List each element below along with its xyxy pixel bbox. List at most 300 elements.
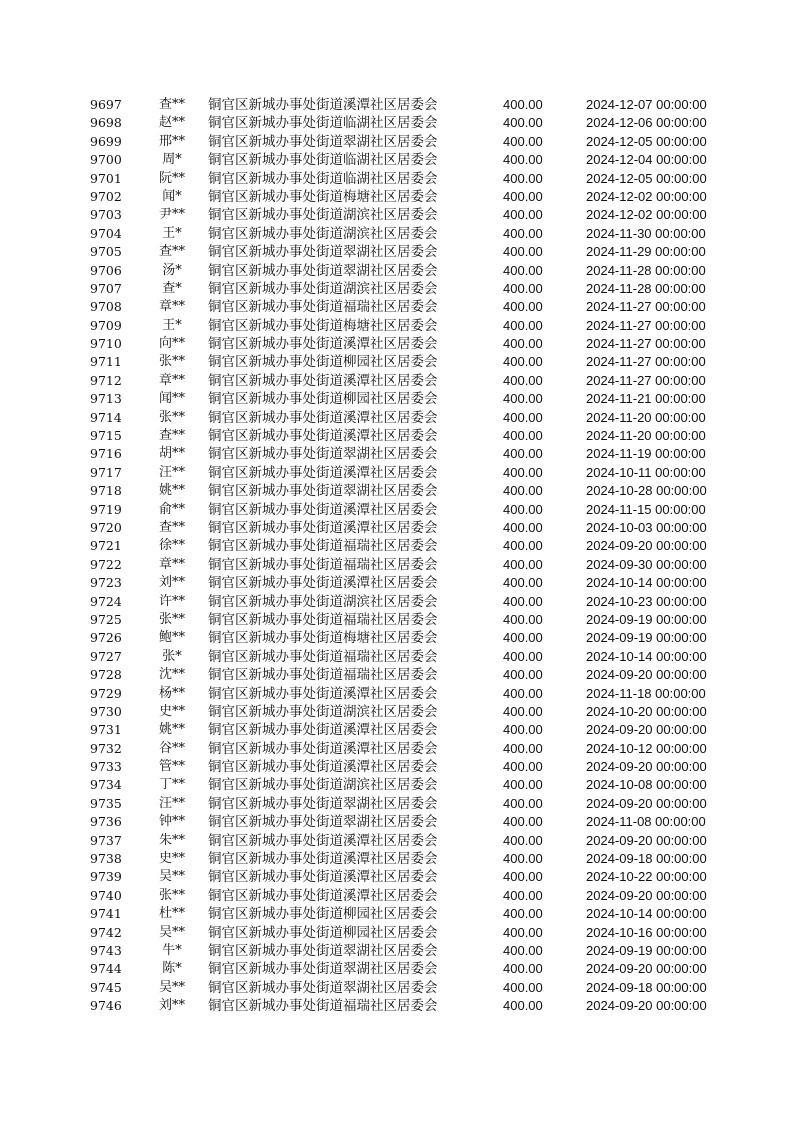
date-time: 2024-10-12 00:00:00 [586,740,707,756]
person-name: 闻* [162,188,182,204]
table-row [0,427,793,445]
person-name: 杜** [158,906,185,922]
record-number: 9713 [90,391,122,407]
date-time: 2024-10-22 00:00:00 [586,869,707,885]
community-committee: 铜官区新城办事处街道湖滨社区居委会 [208,593,438,610]
amount: 400.00 [503,244,543,260]
date-time: 2024-10-20 00:00:00 [586,703,707,719]
amount: 400.00 [503,317,543,333]
record-number: 9722 [90,556,122,572]
community-committee: 铜官区新城办事处街道溪潭社区居委会 [208,519,438,536]
date-time: 2024-12-04 00:00:00 [586,152,707,168]
date-time: 2024-09-20 00:00:00 [586,887,707,903]
table-row [0,611,793,629]
community-committee: 铜官区新城办事处街道福瑞社区居委会 [208,648,438,665]
community-committee: 铜官区新城办事处街道溪潭社区居委会 [208,409,438,426]
date-time: 2024-09-20 00:00:00 [586,998,707,1014]
person-name: 沈** [158,667,185,683]
table-row [0,243,793,261]
community-committee: 铜官区新城办事处街道湖滨社区居委会 [208,777,438,794]
amount: 400.00 [503,483,543,499]
amount: 400.00 [503,795,543,811]
community-committee: 铜官区新城办事处街道翠湖社区居委会 [208,244,438,261]
table-row [0,703,793,721]
record-number: 9723 [90,575,122,591]
amount: 400.00 [503,961,543,977]
amount: 400.00 [503,740,543,756]
record-number: 9742 [90,924,122,940]
record-number: 9730 [90,703,122,719]
table-row [0,225,793,243]
community-committee: 铜官区新城办事处街道翠湖社区居委会 [208,446,438,463]
amount: 400.00 [503,133,543,149]
date-time: 2024-09-20 00:00:00 [586,795,707,811]
amount: 400.00 [503,667,543,683]
date-time: 2024-11-27 00:00:00 [586,317,706,333]
table-row [0,280,793,298]
table-row [0,133,793,151]
community-committee: 铜官区新城办事处街道福瑞社区居委会 [208,611,438,628]
community-committee: 铜官区新城办事处街道柳园社区居委会 [208,906,438,923]
person-name: 杨** [158,685,185,701]
community-committee: 铜官区新城办事处街道溪潭社区居委会 [208,464,438,481]
date-time: 2024-11-18 00:00:00 [586,685,706,701]
amount: 400.00 [503,851,543,867]
person-name: 吴** [158,924,185,940]
record-number: 9698 [90,115,122,131]
person-name: 王* [162,225,182,241]
person-name: 管** [158,759,185,775]
record-number: 9738 [90,851,122,867]
record-number: 9708 [90,299,122,315]
person-name: 刘** [158,575,185,591]
person-name: 吴** [158,869,185,885]
record-number: 9746 [90,998,122,1014]
table-row [0,997,793,1015]
date-time: 2024-11-29 00:00:00 [586,244,706,260]
record-number: 9699 [90,133,122,149]
community-committee: 铜官区新城办事处街道福瑞社区居委会 [208,667,438,684]
community-committee: 铜官区新城办事处街道柳园社区居委会 [208,391,438,408]
record-number: 9719 [90,501,122,517]
record-number: 9702 [90,188,122,204]
community-committee: 铜官区新城办事处街道溪潭社区居委会 [208,869,438,886]
community-committee: 铜官区新城办事处街道临湖社区居委会 [208,152,438,169]
table-row [0,942,793,960]
date-time: 2024-12-06 00:00:00 [586,115,707,131]
amount: 400.00 [503,998,543,1014]
amount: 400.00 [503,538,543,554]
date-time: 2024-11-28 00:00:00 [586,280,706,296]
record-number: 9725 [90,611,122,627]
date-time: 2024-10-14 00:00:00 [586,648,707,664]
person-name: 王* [162,317,182,333]
table-row [0,151,793,169]
date-time: 2024-09-18 00:00:00 [586,979,707,995]
table-row [0,353,793,371]
person-name: 阮** [158,170,185,186]
record-number: 9710 [90,336,122,352]
community-committee: 铜官区新城办事处街道柳园社区居委会 [208,924,438,941]
person-name: 徐** [158,538,185,554]
amount: 400.00 [503,464,543,480]
amount: 400.00 [503,188,543,204]
record-number: 9720 [90,519,122,535]
amount: 400.00 [503,225,543,241]
date-time: 2024-09-20 00:00:00 [586,759,707,775]
person-name: 张* [162,648,182,664]
record-number: 9737 [90,832,122,848]
table-row [0,482,793,500]
amount: 400.00 [503,593,543,609]
community-committee: 铜官区新城办事处街道溪潭社区居委会 [208,575,438,592]
record-number: 9706 [90,262,122,278]
record-number: 9733 [90,759,122,775]
person-name: 许** [158,593,185,609]
record-number: 9716 [90,446,122,462]
record-number: 9703 [90,207,122,223]
table-row [0,372,793,390]
date-time: 2024-09-20 00:00:00 [586,832,707,848]
record-number: 9700 [90,152,122,168]
person-name: 周* [162,152,182,168]
amount: 400.00 [503,685,543,701]
person-name: 汤* [162,262,182,278]
amount: 400.00 [503,170,543,186]
person-name: 张** [158,354,185,370]
date-time: 2024-11-28 00:00:00 [586,262,706,278]
person-name: 吴** [158,979,185,995]
table-row [0,905,793,923]
person-name: 姚** [158,483,185,499]
record-number: 9728 [90,667,122,683]
amount: 400.00 [503,814,543,830]
person-name: 张** [158,611,185,627]
date-time: 2024-11-20 00:00:00 [586,409,706,425]
person-name: 赵** [158,115,185,131]
table-row [0,850,793,868]
table-row [0,188,793,206]
table-row [0,887,793,905]
community-committee: 铜官区新城办事处街道临湖社区居委会 [208,115,438,132]
record-number: 9734 [90,777,122,793]
table-row [0,114,793,132]
record-number: 9739 [90,869,122,885]
record-number: 9732 [90,740,122,756]
record-number: 9717 [90,464,122,480]
record-number: 9705 [90,244,122,260]
amount: 400.00 [503,832,543,848]
community-committee: 铜官区新城办事处街道福瑞社区居委会 [208,998,438,1015]
date-time: 2024-09-20 00:00:00 [586,961,707,977]
person-name: 牛* [162,942,182,958]
date-time: 2024-10-14 00:00:00 [586,575,707,591]
amount: 400.00 [503,428,543,444]
record-number: 9709 [90,317,122,333]
community-committee: 铜官区新城办事处街道溪潭社区居委会 [208,501,438,518]
person-name: 陈* [162,961,182,977]
amount: 400.00 [503,409,543,425]
amount: 400.00 [503,115,543,131]
table-row [0,96,793,114]
date-time: 2024-11-27 00:00:00 [586,336,706,352]
person-name: 胡** [158,446,185,462]
community-committee: 铜官区新城办事处街道梅塘社区居委会 [208,317,438,334]
date-time: 2024-10-11 00:00:00 [586,464,706,480]
community-committee: 铜官区新城办事处街道翠湖社区居委会 [208,133,438,150]
record-number: 9736 [90,814,122,830]
date-time: 2024-12-05 00:00:00 [586,133,707,149]
date-time: 2024-11-19 00:00:00 [586,446,706,462]
community-committee: 铜官区新城办事处街道梅塘社区居委会 [208,630,438,647]
amount: 400.00 [503,207,543,223]
amount: 400.00 [503,336,543,352]
table-row [0,170,793,188]
record-number: 9714 [90,409,122,425]
table-row [0,740,793,758]
table-row [0,813,793,831]
amount: 400.00 [503,280,543,296]
table-row [0,335,793,353]
amount: 400.00 [503,979,543,995]
table-row [0,629,793,647]
amount: 400.00 [503,906,543,922]
community-committee: 铜官区新城办事处街道翠湖社区居委会 [208,795,438,812]
date-time: 2024-09-30 00:00:00 [586,556,707,572]
record-number: 9721 [90,538,122,554]
table-row [0,501,793,519]
amount: 400.00 [503,887,543,903]
record-number: 9712 [90,372,122,388]
community-committee: 铜官区新城办事处街道湖滨社区居委会 [208,207,438,224]
table-row [0,206,793,224]
person-name: 汪** [158,795,185,811]
person-name: 刘** [158,998,185,1014]
person-name: 查* [162,280,182,296]
community-committee: 铜官区新城办事处街道翠湖社区居委会 [208,483,438,500]
record-number: 9697 [90,97,122,112]
person-name: 谷** [158,740,185,756]
amount: 400.00 [503,97,543,112]
record-number: 9711 [90,354,122,370]
amount: 400.00 [503,299,543,315]
person-name: 尹** [158,207,185,223]
date-time: 2024-11-21 00:00:00 [586,391,706,407]
date-time: 2024-12-05 00:00:00 [586,170,707,186]
table-row [0,593,793,611]
table-row [0,262,793,280]
record-number: 9744 [90,961,122,977]
community-committee: 铜官区新城办事处街道溪潭社区居委会 [208,887,438,904]
table-row [0,868,793,886]
amount: 400.00 [503,777,543,793]
community-committee: 铜官区新城办事处街道福瑞社区居委会 [208,299,438,316]
amount: 400.00 [503,722,543,738]
person-name: 章** [158,299,185,315]
table-row [0,666,793,684]
date-time: 2024-10-28 00:00:00 [586,483,707,499]
amount: 400.00 [503,372,543,388]
community-committee: 铜官区新城办事处街道梅塘社区居委会 [208,188,438,205]
date-time: 2024-11-27 00:00:00 [586,299,706,315]
date-time: 2024-12-07 00:00:00 [586,97,707,112]
date-time: 2024-11-15 00:00:00 [586,501,706,517]
person-name: 查** [158,97,185,112]
date-time: 2024-09-20 00:00:00 [586,722,707,738]
date-time: 2024-12-02 00:00:00 [586,188,707,204]
community-committee: 铜官区新城办事处街道溪潭社区居委会 [208,97,438,113]
table-row [0,519,793,537]
record-number: 9727 [90,648,122,664]
community-committee: 铜官区新城办事处街道翠湖社区居委会 [208,262,438,279]
date-time: 2024-11-30 00:00:00 [586,225,706,241]
table-row [0,832,793,850]
record-number: 9740 [90,887,122,903]
table-row [0,298,793,316]
date-time: 2024-12-02 00:00:00 [586,207,707,223]
record-number: 9745 [90,979,122,995]
person-name: 丁** [158,777,185,793]
person-name: 闻** [158,391,185,407]
table-row [0,960,793,978]
table-row [0,979,793,997]
amount: 400.00 [503,501,543,517]
community-committee: 铜官区新城办事处街道柳园社区居委会 [208,354,438,371]
amount: 400.00 [503,869,543,885]
person-name: 朱** [158,832,185,848]
amount: 400.00 [503,942,543,958]
community-committee: 铜官区新城办事处街道溪潭社区居委会 [208,336,438,353]
date-time: 2024-09-18 00:00:00 [586,851,707,867]
community-committee: 铜官区新城办事处街道翠湖社区居委会 [208,942,438,959]
table-row [0,537,793,555]
date-time: 2024-10-03 00:00:00 [586,519,707,535]
table-row [0,758,793,776]
table-row [0,409,793,427]
table-row [0,648,793,666]
person-name: 章** [158,372,185,388]
person-name: 钟** [158,814,185,830]
community-committee: 铜官区新城办事处街道临湖社区居委会 [208,170,438,187]
community-committee: 铜官区新城办事处街道湖滨社区居委会 [208,280,438,297]
community-committee: 铜官区新城办事处街道溪潭社区居委会 [208,740,438,757]
person-name: 鲍** [158,630,185,646]
date-time: 2024-09-19 00:00:00 [586,611,707,627]
amount: 400.00 [503,556,543,572]
date-time: 2024-10-14 00:00:00 [586,906,707,922]
community-committee: 铜官区新城办事处街道福瑞社区居委会 [208,556,438,573]
community-committee: 铜官区新城办事处街道溪潭社区居委会 [208,685,438,702]
person-name: 章** [158,556,185,572]
date-time: 2024-10-08 00:00:00 [586,777,707,793]
table-row [0,924,793,942]
person-name: 查** [158,428,185,444]
table-row [0,464,793,482]
amount: 400.00 [503,391,543,407]
community-committee: 铜官区新城办事处街道翠湖社区居委会 [208,814,438,831]
community-committee: 铜官区新城办事处街道溪潭社区居委会 [208,722,438,739]
community-committee: 铜官区新城办事处街道溪潭社区居委会 [208,759,438,776]
date-time: 2024-09-20 00:00:00 [586,538,707,554]
record-number: 9726 [90,630,122,646]
community-committee: 铜官区新城办事处街道溪潭社区居委会 [208,832,438,849]
person-name: 张** [158,409,185,425]
person-name: 汪** [158,464,185,480]
amount: 400.00 [503,519,543,535]
person-name: 查** [158,519,185,535]
amount: 400.00 [503,611,543,627]
community-committee: 铜官区新城办事处街道溪潭社区居委会 [208,428,438,445]
table-row [0,685,793,703]
person-name: 史** [158,703,185,719]
community-committee: 铜官区新城办事处街道湖滨社区居委会 [208,703,438,720]
table-row [0,390,793,408]
table-row [0,317,793,335]
date-time: 2024-10-23 00:00:00 [586,593,707,609]
record-number: 9729 [90,685,122,701]
record-number: 9741 [90,906,122,922]
community-committee: 铜官区新城办事处街道溪潭社区居委会 [208,372,438,389]
record-number: 9715 [90,428,122,444]
amount: 400.00 [503,630,543,646]
community-committee: 铜官区新城办事处街道湖滨社区居委会 [208,225,438,242]
date-time: 2024-10-16 00:00:00 [586,924,707,940]
community-committee: 铜官区新城办事处街道翠湖社区居委会 [208,961,438,978]
person-name: 向** [158,336,185,352]
person-name: 张** [158,887,185,903]
record-number: 9724 [90,593,122,609]
date-time: 2024-11-27 00:00:00 [586,372,706,388]
person-name: 查** [158,244,185,260]
date-time: 2024-11-08 00:00:00 [586,814,706,830]
community-committee: 铜官区新城办事处街道溪潭社区居委会 [208,851,438,868]
amount: 400.00 [503,446,543,462]
amount: 400.00 [503,703,543,719]
date-time: 2024-09-20 00:00:00 [586,667,707,683]
record-number: 9731 [90,722,122,738]
person-name: 史** [158,851,185,867]
person-name: 姚** [158,722,185,738]
date-time: 2024-11-27 00:00:00 [586,354,706,370]
table-row [0,556,793,574]
table-row [0,721,793,739]
record-number: 9707 [90,280,122,296]
record-number: 9701 [90,170,122,186]
community-committee: 铜官区新城办事处街道福瑞社区居委会 [208,538,438,555]
record-number: 9704 [90,225,122,241]
date-time: 2024-09-19 00:00:00 [586,942,707,958]
table-row [0,776,793,794]
table-row [0,445,793,463]
amount: 400.00 [503,924,543,940]
amount: 400.00 [503,354,543,370]
community-committee: 铜官区新城办事处街道翠湖社区居委会 [208,979,438,996]
record-number: 9735 [90,795,122,811]
amount: 400.00 [503,759,543,775]
records-table [0,96,793,1016]
table-row [0,795,793,813]
table-row [0,574,793,592]
amount: 400.00 [503,152,543,168]
person-name: 邢** [158,133,185,149]
date-time: 2024-09-19 00:00:00 [586,630,707,646]
record-number: 9718 [90,483,122,499]
person-name: 俞** [158,501,185,517]
amount: 400.00 [503,648,543,664]
amount: 400.00 [503,262,543,278]
record-number: 9743 [90,942,122,958]
amount: 400.00 [503,575,543,591]
